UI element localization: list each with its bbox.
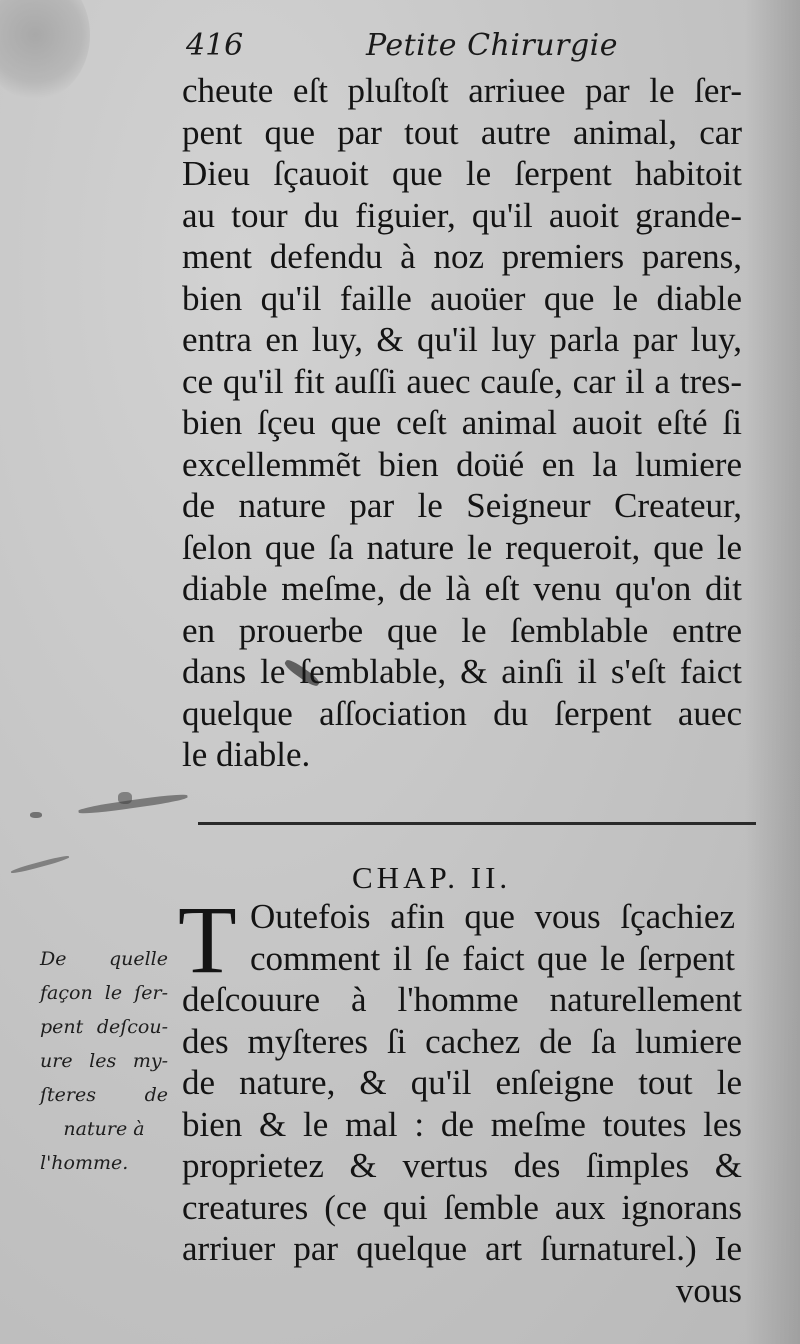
text-line: cheute eſt pluſtoſt arriuee par le ſer-	[182, 71, 742, 110]
ink-blot	[30, 812, 42, 818]
text-line: ce qu'il fit auſſi auec cauſe, car il a tres-	[182, 361, 742, 401]
text-line: diable meſme, de là eſt venu qu'on dit	[182, 569, 742, 608]
text-line: au tour du figuier, qu'il auoit grande-	[182, 195, 742, 235]
margin-note-line: ure les my-	[40, 1050, 168, 1072]
chapter-heading: CHAP. II.	[352, 860, 512, 895]
text-line: ſelon que ſa nature le requeroit, que le	[182, 527, 742, 567]
margin-note-line: De quelle	[40, 948, 168, 970]
text-line: deſcouure à l'homme naturellement	[182, 980, 742, 1019]
section-divider	[198, 822, 756, 825]
text-line: comment il ſe faict que le ſerpent	[250, 938, 735, 978]
margin-note-line: l'homme.	[40, 1152, 129, 1174]
text-line: pent que par tout autre animal, car	[182, 112, 742, 152]
text-line: bien ſçeu que ceſt animal auoit eſté ſi	[182, 403, 742, 442]
text-line: le diable.	[182, 735, 311, 774]
text-line: en prouerbe que le ſemblable entre	[182, 610, 742, 650]
text-line: ment defendu à noz premiers parens,	[182, 237, 742, 276]
ink-blot	[78, 792, 188, 815]
marginal-note	[40, 942, 168, 1180]
chapter-opening-lines	[250, 896, 735, 979]
text-line: entra en luy, & qu'il luy parla par luy,	[182, 320, 742, 359]
text-line: quelque aſſociation du ſerpent auec	[182, 693, 742, 733]
text-line: Dieu ſçauoit que le ſerpent habitoit	[182, 154, 742, 193]
margin-note-line: façon le ſer-	[40, 982, 168, 1004]
drop-cap: T	[178, 886, 237, 993]
running-title: Petite Chirurgie	[366, 28, 619, 63]
text-line: dans le ſemblable, & ainſi il s'eſt faict	[182, 652, 742, 691]
page-edge-shadow	[745, 0, 800, 1344]
catchword: vous	[675, 1270, 742, 1310]
paragraph-continued	[182, 70, 742, 776]
text-line: bien qu'il faille auoüer que le diable	[182, 278, 742, 318]
ink-blot	[10, 854, 69, 874]
margin-note-line: ſteres de	[40, 1084, 168, 1106]
page-header	[186, 22, 746, 70]
chapter-paragraph	[182, 979, 742, 1311]
text-line: de nature par le Seigneur Createur,	[182, 486, 742, 525]
text-line: de nature, & qu'il enſeigne tout le	[182, 1063, 742, 1102]
page-number: 416	[186, 28, 244, 63]
text-line: des myſteres ſi cachez de ſa lumiere	[182, 1021, 742, 1061]
text-line: bien & le mal : de meſme toutes les	[182, 1104, 742, 1144]
margin-note-line: nature à	[63, 1118, 145, 1140]
text-line: Outefois afin que vous ſçachiez	[250, 897, 735, 936]
text-line: arriuer par quelque art ſurnaturel.) Ie	[182, 1229, 742, 1268]
margin-note-line: pent deſcou-	[40, 1016, 168, 1038]
text-line: proprietez & vertus des ſimples &	[182, 1146, 742, 1185]
water-stain	[0, 0, 90, 100]
ink-blot	[118, 792, 132, 804]
text-line: excellemmẽt bien doüé en la lumiere	[182, 444, 742, 484]
text-line: creatures (ce qui ſemble aux ignorans	[182, 1187, 742, 1227]
